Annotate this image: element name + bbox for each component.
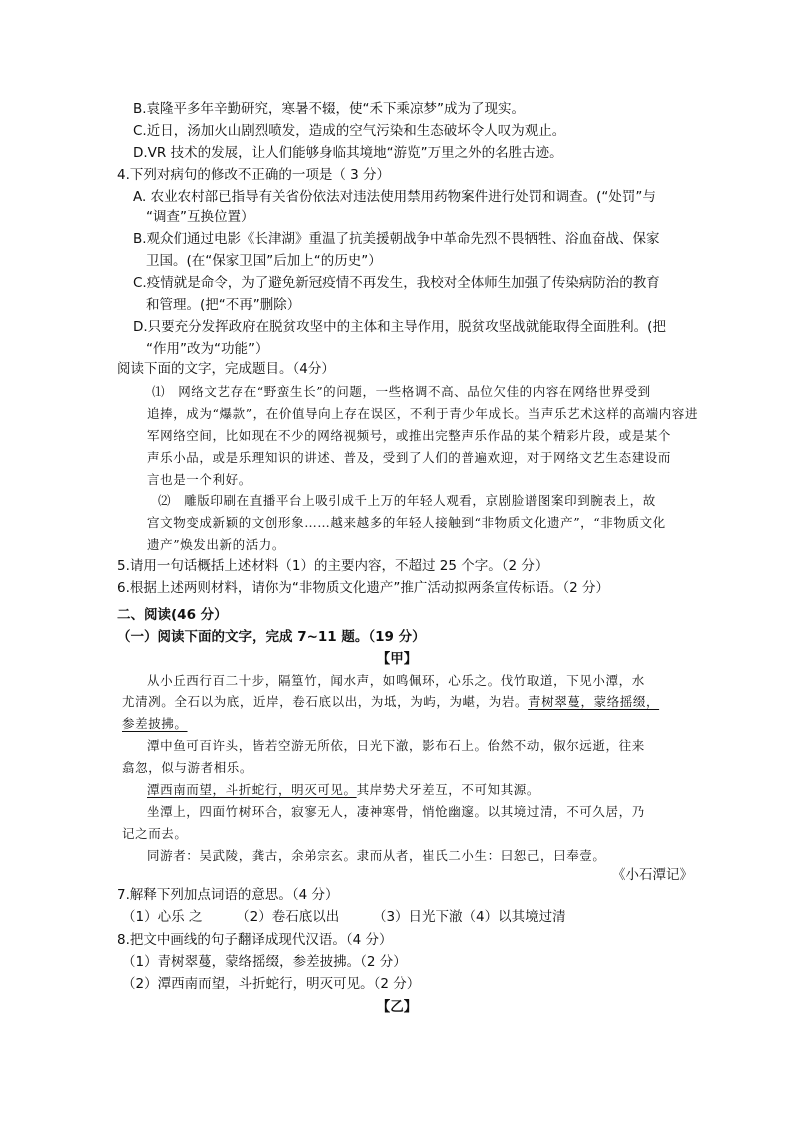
passage-label-jia: 【甲】	[376, 651, 418, 667]
underlined-sentence-2: 潭西南而望，斗折蛇行，明灭可见。	[147, 782, 357, 797]
q4-stem: 4.下列对病句的修改不正确的一项是（ 3 分）	[117, 167, 391, 183]
material-1-line5: 言也是一个利好。	[147, 472, 252, 487]
q3-option-b: B.袁隆平多年辛勤研究，寒暑不辍，使“禾下乘凉梦”成为了现实。	[133, 101, 526, 117]
subsection-1-title: （一）阅读下面的文字，完成 7~11 题。（19 分）	[117, 629, 426, 645]
passage-p1-line2	[122, 692, 659, 712]
material-1-line1: ⑴ 网络文艺存在“野蛮生长”的问题，一些格调不高、品位欠佳的内容在网络世界受到	[152, 384, 651, 399]
passage-label-yi: 【乙】	[376, 999, 418, 1015]
q7-stem: 7.解释下列加点词语的意思。（4 分）	[117, 887, 339, 903]
q4-option-d-line2: “作用”改为“功能”）	[146, 341, 269, 357]
material-1-line3: 军网络空间，比如现在不少的网络视频号，或推出完整声乐作品的某个精彩片段，或是某个	[147, 428, 672, 443]
passage-p5: 同游者：吴武陵，龚古，余弟宗玄。隶而从者，崔氏二小生：曰恕己，曰奉壹。	[147, 848, 606, 863]
q4-option-a-line2: “调查”互换位置）	[146, 209, 255, 225]
material-1-line2: 追捧，成为“爆款”，在价值导向上存在误区，不利于青少年成长。当声乐艺术这样的高端内容进	[147, 406, 699, 421]
passage-p3	[147, 780, 540, 800]
q3-option-c: C.近日，汤加火山剧烈喷发，造成的空气污染和生态破坏令人叹为观止。	[133, 123, 566, 139]
q4-option-c-line2: 和管理。(把“不再”删除）	[146, 297, 301, 313]
underlined-sentence-1a: 青树翠蔓，蒙络摇缀，	[528, 694, 660, 709]
material-2-line2: 宫文物变成新颖的文创形象……越来越多的年轻人接触到“非物质文化遗产”，“非物质文化	[147, 515, 666, 530]
passage-p1-line1: 从小丘西行百二十步，隔篁竹，闻水声，如鸣佩环，心乐之。伐竹取道，下见小潭，水	[147, 673, 645, 688]
passage-p2-line2: 翕忽，似与游者相乐。	[122, 760, 254, 775]
q4-option-a-line1: A. 农业农村部已指导有关省份依法对违法使用禁用药物案件进行处罚和调查。(“处罚”与	[133, 189, 656, 205]
q4-option-c-line1: C.疫情就是命令，为了避免新冠疫情不再发生，我校对全体师生加强了传染病防治的教育	[133, 275, 660, 291]
q4-option-b-line2: 卫国。(在“保家卫国”后加上“的历史”）	[146, 253, 382, 269]
q5: 5.请用一句话概括上述材料（1）的主要内容，不超过 25 个字。（2 分）	[117, 558, 549, 574]
passage-p3-text: 其岸势犬牙差互，不可知其源。	[356, 782, 541, 797]
material-1-line4: 声乐小品，或是乐理知识的讲述、普及，受到了人们的普遍欢迎，对于网络文艺生态建设而	[147, 450, 672, 465]
material-2-line1: ⑵ 雕版印刷在直播平台上吸引成千上万的年轻人观看，京剧脸谱图案印到腕表上，故	[158, 493, 656, 508]
reading-intro: 阅读下面的文字，完成题目。（4分）	[117, 361, 335, 377]
q8-item-2: （2）潭西南而望，斗折蛇行，明灭可见。（2 分）	[122, 976, 421, 992]
passage-source: 《小石潭记》	[612, 867, 693, 883]
passage-p1-line2-text: 尤清冽。全石以为底，近岸，卷石底以出，为坻，为屿，为嵁，为岩。	[122, 694, 529, 709]
q8-stem: 8.把文中画线的句子翻译成现代汉语。（4 分）	[117, 932, 393, 948]
q4-option-b-line1: B.观众们通过电影《长津湖》重温了抗美援朝战争中革命先烈不畏牺牲、浴血奋战、保家	[133, 231, 660, 247]
material-2-line3: 遗产”焕发出新的活力。	[147, 537, 285, 552]
passage-p2-line1: 潭中鱼可百许头，皆若空游无所依，日光下澈，影布石上。佁然不动，俶尔远逝，往来	[147, 738, 645, 753]
passage-p4-line2: 记之而去。	[122, 826, 188, 841]
q4-option-d-line1: D.只要充分发挥政府在脱贫攻坚中的主体和主导作用，脱贫攻坚战就能取得全面胜利。(把	[133, 319, 666, 335]
q6: 6.根据上述两则材料，请你为“非物质文化遗产”推广活动拟两条宣传标语。（2 分）	[117, 580, 609, 596]
q7-items: （1）心乐 之 （2）卷石底以出 （3）日光下澈（4）以其境过清	[122, 909, 566, 925]
q3-option-d: D.VR 技术的发展，让人们能够身临其境地“游览”万里之外的名胜古迹。	[133, 145, 563, 161]
passage-p4-line1: 坐潭上，四面竹树环合，寂寥无人，凄神寒骨，悄怆幽邃。以其境过清，不可久居，乃	[147, 804, 645, 819]
q8-item-1: （1）青树翠蔓，蒙络摇缀，参差披拂。（2 分）	[122, 954, 407, 970]
underlined-sentence-1b: 参差披拂。	[122, 716, 188, 731]
section-2-title: 二、阅读(46 分）	[117, 607, 228, 623]
